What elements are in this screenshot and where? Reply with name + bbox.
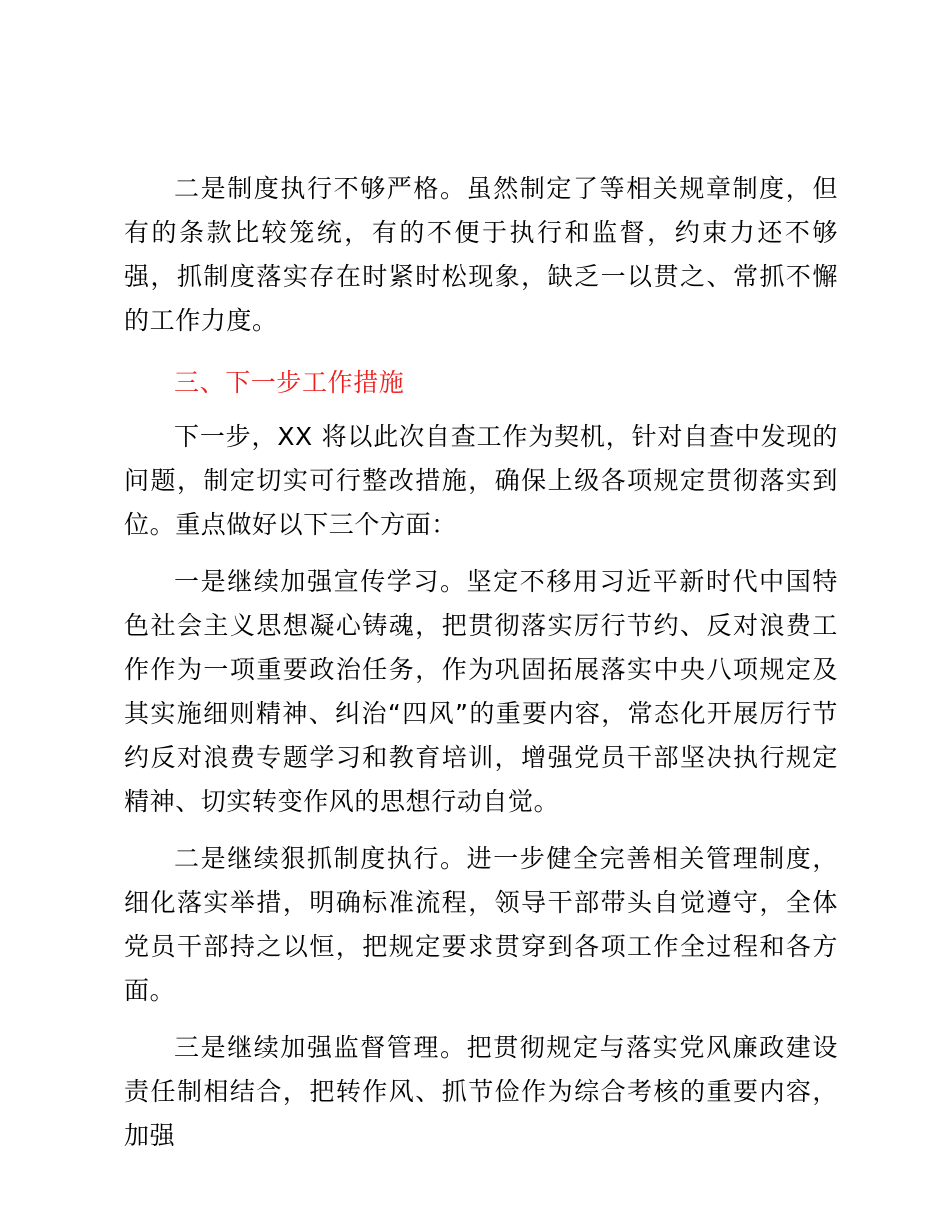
paragraph-strengthen-study: 一是继续加强宣传学习。坚定不移用习近平新时代中国特色社会主义思想凝心铸魂，把贯彻落实厉行节约、反对浪费工作作为一项重要政治任务，作为巩固拓展落实中央八项规定及其实施细则精神、纠治“四风”的重要内容，常态化开展厉行节约反对浪费专题学习和教育培训，增强党员干部坚决执行规定精神、切实转变作风的思想行动自觉。	[124, 567, 838, 816]
paragraph-supervision: 三是继续加强监督管理。把贯彻规定与落实党风廉政建设责任制相结合，把转作风、抓节俭作为综合考核的重要内容，加强	[124, 1033, 838, 1150]
paragraph-system-enforcement: 二是继续狠抓制度执行。进一步健全完善相关管理制度，细化落实举措，明确标准流程，领导干部带头自觉遵守，全体党员干部持之以恒，把规定要求贯穿到各项工作全过程和各方面。	[124, 844, 838, 1005]
paragraph-next-steps: 下一步，XX 将以此次自查工作为契机，针对自查中发现的问题，制定切实可行整改措施，确保上级各项规定贯彻落实到位。重点做好以下三个方面：	[124, 422, 838, 539]
section-heading-next-steps: 三、下一步工作措施	[174, 368, 405, 397]
document-body	[124, 167, 838, 1158]
paragraph-system-execution: 二是制度执行不够严格。虽然制定了等相关规章制度，但有的条款比较笼统，有的不便于执行和监督，约束力还不够强，抓制度落实存在时紧时松现象，缺乏一以贯之、常抓不懈的工作力度。	[124, 174, 838, 335]
